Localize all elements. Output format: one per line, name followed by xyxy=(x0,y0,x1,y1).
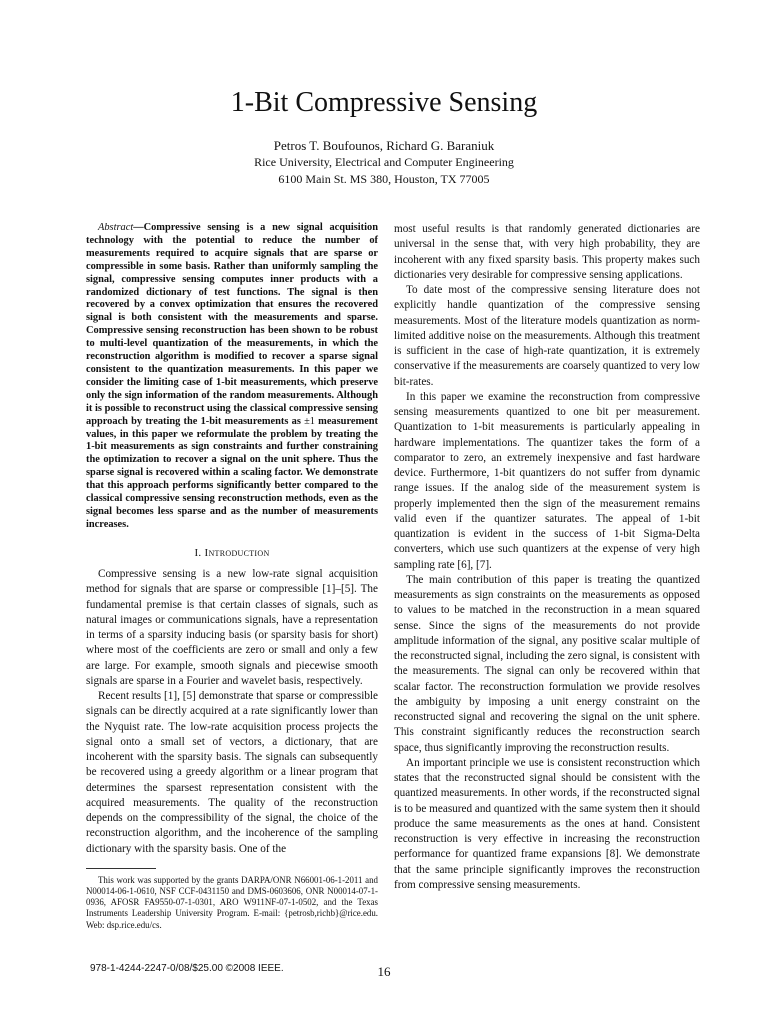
abstract-text-part-1: —Compressive sensing is a new signal acquisition technology with the potential to reduce the number of measurements required to acquire signals that are sparse or compressible in some basis. Rather than uniformly sampling the signal, compressive sensing computes inner products with a randomized dictionary of test functions. The signal is then recovered by a convex optimization that ensures the recovered signal is both consistent with the measurements and sparse. Compressive sensing reconstruction has been shown to be robust to multi-level quantization of the measurements, in which the reconstruction algorithm is modified to recover a sparse signal consistent to the quantization measurements. In this paper we consider the limiting case of 1-bit measurements, which preserve only the sign information of the random measurements. Although it is possible to reconstruct using the classical compressive sensing approach by treating the 1-bit measurements as xyxy=(86,222,378,427)
section-title: Introduction xyxy=(204,546,270,559)
paper-authors: Petros T. Boufounos, Richard G. Baraniuk xyxy=(273,138,495,153)
right-paragraph-4: The main contribution of this paper is treating the quantized measurements as sign constraints on the measurements as opposed to values to be matched in the reconstruction in a mean squared sense. Since the signs of the measurements do not provide amplitude information of the signal, any positive scalar multiple of the reconstructed signal, including the zero signal, is consistent with the measurements. The signal can only be recovered within that scalar factor. The reconstruction formulation we provide resolves the ambiguity by imposing a unit energy constraint on the reconstructed signal and recovering the signal on the unit sphere. This constraint significantly reduces the reconstruction search space, thus significantly improving the reconstruction results. xyxy=(394,573,700,754)
left-column xyxy=(86,222,378,931)
plus-minus-one: ±1 xyxy=(304,415,315,427)
right-paragraph-2: To date most of the compressive sensing literature does not explicitly handle quantization of the compressive sensing measurements. Most of the literature models quantization as norm-limited additive noise on the measurements. Although this treatment is sufficient in the case of high-rate quantization, it is extremely conservative if the measurements are coarsely quantized to very low bit-rates. xyxy=(394,284,700,388)
abstract-lead: Abstract xyxy=(98,222,134,233)
right-column xyxy=(394,222,700,893)
affiliation-line-1: Rice University, Electrical and Computer Engineering xyxy=(254,155,514,169)
funding-footnote: This work was supported by the grants DARPA/ONR N66001-06-1-2011 and N00014-06-1-0610, NSF CCF-0431150 and DMS-0603606, ONR N00014-07-1-0936, AFOSR FA9550-07-1-0301, ARO W911NF-07-1-0502, and the Texas Instruments Leadership University Program. E-mail: {petrosb,richb}@rice.edu. Web: dsp.rice.edu/cs. xyxy=(86,874,378,930)
abstract xyxy=(86,222,378,532)
section-heading-introduction xyxy=(86,546,378,561)
intro-paragraph-2: Recent results [1], [5] demonstrate that sparse or compressible signals can be directly acquired at a rate significantly lower than the Nyquist rate. The low-rate acquisition process projects the signal onto a small set of vectors, a dictionary, that are incoherent with the sparsity basis. The signals can subsequently be recovered using a greedy algorithm or a linear program that determines the sparsest representation consistent with the acquired measurements. The quality of the reconstruction depends on the compressibility of the signal, the choice of the reconstruction algorithm, and the incoherence of the sampling dictionary with the sparsity basis. One of the xyxy=(86,690,378,855)
copyright-notice: 978-1-4244-2247-0/08/$25.00 ©2008 IEEE. xyxy=(90,963,284,974)
right-paragraph-1: most useful results is that randomly generated dictionaries are universal in the sense that, with very high probability, they are incoherent with any fixed sparsity basis. This property makes such dictionaries very desirable for compressive sensing applications. xyxy=(394,223,700,281)
section-number: I. xyxy=(194,546,205,559)
paper-title: 1-Bit Compressive Sensing xyxy=(230,87,538,118)
right-paragraph-3: In this paper we examine the reconstruction from compressive sensing measurements quantized to one bit per measurement. Quantization to 1-bit measurements is particularly appealing in hardware implementations. The quantizer takes the form of a comparator to zero, an extremely inexpensive and fast hardware device. Furthermore, 1-bit quantizers do not suffer from dynamic range issues. If the analog side of the measurement system is properly implemented then the sign of the measurement remains valid even if the quantizer saturates. The appeal of 1-bit quantization is evident in the success of 1-bit Sigma-Delta converters, which use such quantizers at the expense of very high sampling rate [6], [7]. xyxy=(394,390,700,571)
abstract-text-part-2: measurement values, in this paper we reformulate the problem by treating the 1-bit measurements as sign constraints and further constraining the optimization to recover a signal on the unit sphere. Thus the sparse signal is recovered within a scaling factor. We demonstrate that this approach performs significantly better compared to the classical compressive sensing reconstruction methods, even as the signal becomes less sparse and as the number of measurements increases. xyxy=(86,415,378,530)
intro-paragraph-1: Compressive sensing is a new low-rate signal acquisition method for signals that are sparse or compressible [1]–[5]. The fundamental premise is that certain classes of signals, such as natural images or communications signals, have a representation in terms of a sparsity inducing basis (or sparsity basis for short) where most of the coefficients are zero or small and only a few are large. For example, smooth signals and piecewise smooth signals are sparse in a Fourier and wavelet basis, respectively. xyxy=(86,568,378,687)
affiliation-line-2: 6100 Main St. MS 380, Houston, TX 77005 xyxy=(278,172,490,186)
right-paragraph-5: An important principle we use is consistent reconstruction which states that the reconstructed signal should be consistent with the quantized measurements. In other words, if the reconstructed signal is to be measured and quantized with the same system then it should produce the same measurements as the ones at hand. Consistent reconstruction is very effective in increasing the reconstruction performance for quantized frame expansions [8]. We demonstrate that the same principle significantly improves the reconstruction from compressive sensing measurements. xyxy=(394,756,700,891)
page-number: 16 xyxy=(377,964,391,979)
footnote-divider xyxy=(86,868,156,869)
